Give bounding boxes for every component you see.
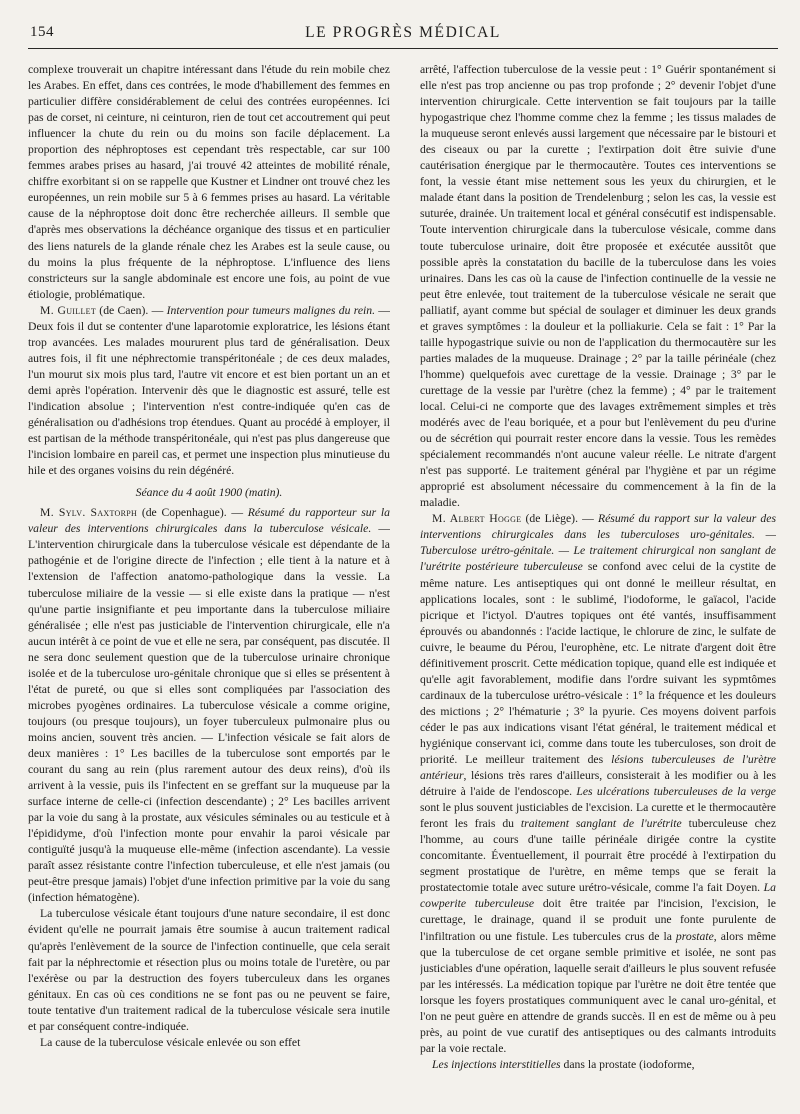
communication-saxtorph — [28, 505, 390, 906]
communication-title: Intervention pour tumeurs malignes du rein. — [166, 303, 376, 317]
communication-text: , alors même que la tuberculose de cet organe semble primitive et isolée, ne sont pas justiciables d'une opération, laquelle serait d'ailleurs le plus souvent refusée par les intéressés. La médication topique par l'urètre ne doit être tentée que lorsque les foyers prostatiques communiquent avec le canal uro-génital, et l'on ne peut guère en attendre de grands succès. Il en est de même ou à peu près, au point de vue curatif des antiseptiques ou des calmants introduits par la voie rectale. — [420, 929, 776, 1055]
running-title: LE PROGRÈS MÉDICAL — [305, 24, 501, 41]
paragraph: complexe trouverait un chapitre intéressant dans l'étude du rein mobile chez les Arabes. En effet, dans ces contrées, le mode d'habillement des femmes en particulier diffère considérablement de celui des contrées européennes. Ici pas de corset, ni ceinture, ni ceinturon, rien de tout cet accoutrement qui peut influencer la chute du rein ou du moins son facile déplacement. La proportion des néphroptoses est cependant très respectable, car sur 100 femmes arabes prises au hasard, j'ai trouvé 42 atteintes de mobilité rénale, chiffre exorbitant si on se rappelle que Kustner et Lindner ont trouvé chez les européennes, un rein mobile sur 5 à 6 femmes prises au hasard. La véritable cause de la néphroptose doit donc être recherchée ailleurs. Il semble que d'après mes observations la déchéance organique des tissus et en particulier des liens naturels de la glande rénale chez les Arabes est la seule cause, ou du moins la plus fréquente de la néphroptose. L'influence des liens constricteurs sur la sangle abdominale est encore une fois, au point de vue étiologie, problématique. — [28, 63, 390, 301]
page-header — [28, 22, 778, 49]
paragraph — [420, 1057, 776, 1073]
italic-term: prostate — [675, 929, 714, 943]
communication-hogge — [420, 511, 776, 1057]
session-heading: Séance du 4 août 1900 (matin). — [135, 486, 283, 500]
italic-term: Les injections interstitielles — [432, 1057, 561, 1071]
communication-title: Résumé du rapport sur la valeur des interventions chirurgicales dans les tuberculoses uro-génitales. — Tuberculose urétro-génitale. — Le traitement chirurgical non sanglant de l'urétrite postérieure tuberculeuse — [420, 512, 776, 574]
communication-title: Résumé du rapporteur sur la valeur des interventions chirurgicales dans la tuberculose vésicale. — [28, 506, 390, 536]
italic-term: lésions tuberculeuses de l'urètre antérieur — [420, 753, 776, 783]
paragraph-text: dans la prostate (iodoforme, — [560, 1057, 695, 1071]
communication-text: — L'intervention chirurgicale dans la tuberculose vésicale est dépendante de la pathogénie et de l'origine directe de l'infection ; elle tient à la nature et à l'extension de l'affection anatomo-pathologique dans la vessie. La tuberculose miliaire de la vessie — si elle existe dans la pratique — n'est qu'une partie insignifiante et peu importante dans la tuberculose miliaire généralisée ; elle n'est pas justiciable de l'intervention chirurgicale, elle n'a aucun intérêt à ce point de vue et elle ne sera, par conséquent, pas discutée. Il ne sera donc seulement question que de la tuberculose urinaire chronique isolée et de la tuberculose uro-génitale chronique que si elles se présentent à l'état de pureté, ou que si elles sont compliquées par l'association des microbes pyogènes ordinaires. La tuberculose vésicale a comme origine, toujours (ou presque toujours), un foyer tuberculeux pulmonaire plus ou moins ancien, souvent très ancien. — L'infection vésicale se fait alors de deux manières : 1° Les bacilles de la tuberculose sont emportés par le courant du sang au rein (plus rarement autour des deux reins), d'où ils arrivent à la vessie, puis ils l'infectent en se greffant sur la muqueuse par la surface interne de celle-ci (infection descendante) ; 2° Les bacilles arrivent par la voie du sang à la prostate, aux vésicules séminales ou au testicule et à l'épididyme, d'où l'infection monte pour envahir la paroi vésicale par contiguïté jusqu'à la muqueuse elle-même (infection ascendante). La vessie paraît assez résistante contre l'infection tuberculeuse, et elle n'est jamais (ou peut-être presque jamais) l'objet d'une infection primitive par la voie du sang (infection hématogène). — [28, 522, 390, 905]
paragraph: La cause de la tuberculose vésicale enlevée ou son effet — [40, 1035, 301, 1049]
communication-text: tuberculeuse chez l'homme, au cours d'une taille périnéale dirigée contre la cystite concomitante. Éventuellement, il pourrait être procédé à l'extirpation du segment prostatique de l'urètre, en même temps que se ferait la prostatectomie totale avec suture urétro-vésicale, comme l'a fait Doyen. — [420, 817, 776, 895]
communication-guillet — [28, 303, 390, 480]
right-column — [420, 62, 776, 1102]
author-place: (de Copenhague). — — [137, 506, 248, 520]
italic-term: traitement sanglant de l'urétrite — [520, 817, 682, 831]
italic-term: La cowperite tuberculeuse — [420, 881, 776, 911]
author-place: (de Caen). — — [96, 303, 167, 317]
communication-text: doit être traitée par l'incision, l'excision, le curettage, le drainage, quand il se produit une fonte purulente de l'infiltration ou une fistule. Les tubercules crus de la — [420, 897, 776, 943]
paragraph: arrêté, l'affection tuberculose de la vessie peut : 1° Guérir spontanément si elle n'est pas trop ancienne ou pas trop profonde ; 2° devenir l'objet d'une intervention chirurgicale. Cette intervention se fait toujours par la taille hypogastrique chez l'homme comme chez la femme ; les tissus malades de la muqueuse seront enlevés aussi largement que nécessaire par le bistouri et des ciseaux ou par la curette ; l'extirpation doit être suivie d'une cautérisation énergique par le thermocautère. Toutes ces interventions se font, la vessie étant mise nettement sous les yeux du chirurgien, et le malade étant dans la position de Trendelenburg ; selon les cas, la vessie est suturée, drainée. Un traitement local et général consécutif est indispensable. Toute intervention chirurgicale dans la tuberculose vésicale, comme dans toute tuberculose urinaire, doit être proposée et exécutée aussitôt que possible après la constatation du bacille de la tuberculose dans les voies urinaires. Dans les cas où la cause de l'infection continuelle de la vessie ne peut être enlevée, tout traitement de la tuberculose vésicale ne serait que palliatif, ayant comme but spécial de soulager et diminuer les deux grands et graves symptômes : la douleur et la polliakurie. Cela se fait : 1° Par la taille hypogastrique suivie ou non de l'application du thermocautère sur les parties malades de la muqueuse. Drainage ; 2° par la taille périnéale (chez l'homme) quelquefois avec curettage de la vessie. Drainage ; 3° par le curettage de la vessie par l'urètre (chez la femme) ; 4° par le traitement local. Celui-ci ne comporte que des lavages extrêmement simples et très modérés avec de l'eau boriquée, et a pour but l'enlèvement du peu d'urine ou de sécrétion qui pourrait rester encore dans la vessie. Tous les remèdes spécialement recommandés n'ont aucune valeur réelle. Le nitrate d'argent n'est pas supporté. Le traitement général par l'hygiène et par un régime approprié est absolument nécessaire du commencement à la fin de la maladie. — [420, 63, 776, 510]
left-column — [28, 62, 390, 1102]
author-place: (de Liège). — — [521, 512, 598, 526]
paragraph: La tuberculose vésicale étant toujours d'une nature secondaire, il est donc évident qu'elle ne pourrait jamais être soumise à aucun traitement radical qu'après l'enlèvement de la source de l'infection continuelle, que cela serait fait par la néphrectomie et résection plus ou moins totale de l'uretère, ou par l'exérèse ou par la destruction des foyers tuberculeux dans les organes génitaux. En cas où ces conditions ne se font pas ou ne peuvent se faire, toute tentative d'un traitement radical de la tuberculose vésicale sera inutile et par conséquent contre-indiquée. — [28, 907, 390, 1033]
communication-text: — Deux fois il dut se contenter d'une laparotomie exploratrice, les lésions étant trop avancées. Les malades moururent plus tard de généralisation. Deux autres fois, il fit une néphrectomie transpéritonéale ; de ces deux malades, l'un mourut six mois plus tard, l'autre vit encore et est bien portant un an et demi après l'opération. Intervenir dès que le diagnostic est assuré, telle est l'indication absolue ; l'intervention n'est contre-indiquée qu'en cas de généralisation ou d'adhésions trop étendues. Quant au procédé à employer, il est partisan de la méthode transpéritonéale, qui n'est pas plus dangereuse que l'incision lombaire en pareil cas, et permet une inspection plus minutieuse du hile et des organes voisins du rein dégénéré. — [28, 303, 390, 478]
italic-term: Les ulcérations tuberculeuses de la verge — [576, 785, 776, 799]
author-name: M. Albert Hogge — [432, 512, 522, 526]
author-name: M. Guillet — [40, 303, 97, 317]
page-number: 154 — [30, 24, 54, 40]
communication-text: , lésions très rares d'ailleurs, consisterait à les modifier ou à les détruire à l'aide de l'endoscope. — [420, 769, 776, 799]
communication-text: sont le plus souvent justiciables de l'excision. La curette et le thermocautère feront les frais du — [420, 801, 776, 831]
author-name: M. Sylv. Saxtorph — [40, 506, 138, 520]
communication-text: se confond avec celui de la cystite de même nature. Les antiseptiques qui ont donné le meilleur résultat, en applications locales, sont : le sublimé, l'iodoforme, le gaïacol, l'acide picrique et l'ictyol. D'autres topiques ont été vantés, insuffisamment éprouvés ou abandonnés : l'acide lactique, le chlorure de zinc, le sulfate de cuivre, le beaume du Pérou, l'europhène, etc. Le nitrate d'argent doit être définitivement proscrit. Cette médication topique, quand elle est indiquée et qu'elle agit favorablement, modifie dans l'ordre suivant les sypmtômes cardinaux de la tuberculose urétro-vésicale : 1° la fréquence et les douleurs des mictions ; 2° l'hématurie ; 3° la pyurie. Ces moyens doivent parfois céder le pas aux indications visant l'état général, le traitement médical et hygiénique conservant ici, comme dans toute les tuberculoses, son droit de priorité. Le meilleur traitement des — [420, 560, 776, 767]
